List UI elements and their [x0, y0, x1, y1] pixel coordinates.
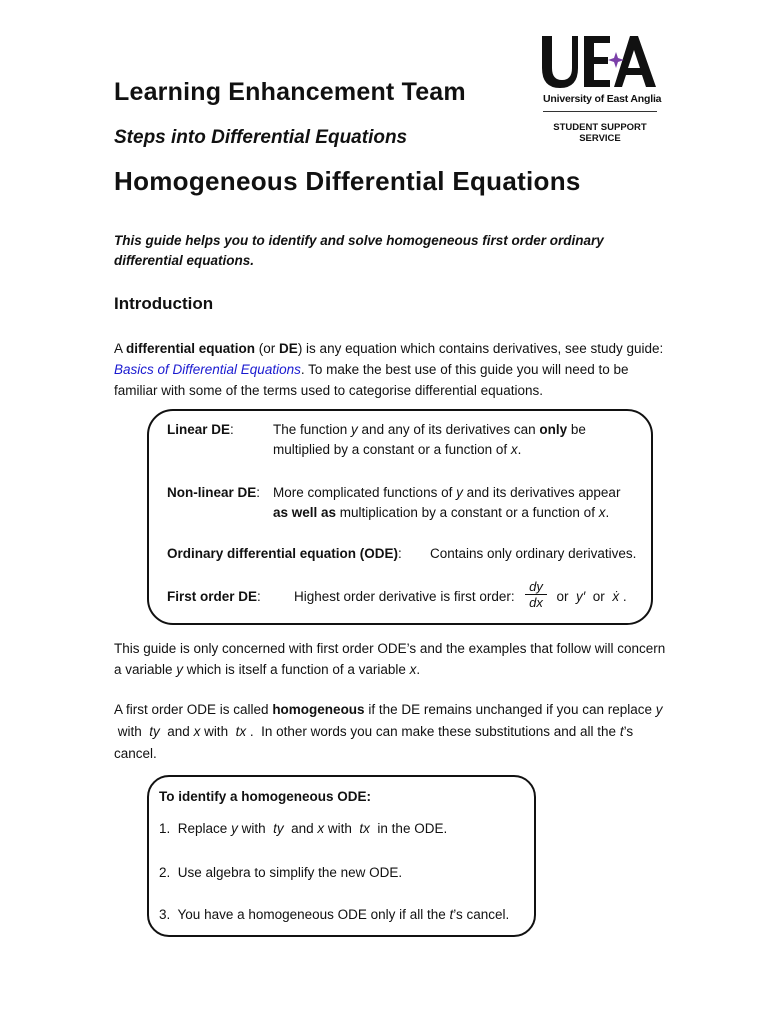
ode-definition: Contains only ordinary derivatives. [430, 546, 637, 561]
nonlinear-de-definition: More complicated functions of y and its derivatives appear as well as multiplication by a constant or a function of x. [273, 485, 621, 520]
linear-de-definition: The function y and any of its derivatives can only be multiplied by a constant or a function of x. [273, 422, 586, 457]
team-name: Learning Enhancement Team [114, 78, 466, 106]
dy-dx-fraction: $\frac{dy}{dx}$ [525, 579, 547, 610]
identify-steps-box [147, 775, 536, 937]
linear-de-label: Linear DE: [167, 422, 234, 437]
definitions-box [147, 409, 653, 625]
page-title: Homogeneous Differential Equations [114, 166, 581, 196]
service-name [545, 122, 655, 144]
introduction-paragraph: A differential equation (or DE) is any equation which contains derivatives, see study guide: Basics of Differential Equations. To make the best use of this guide you will need to be familiar with some of the terms used to categorise differential equations. [114, 341, 664, 398]
introduction-heading: Introduction [114, 294, 214, 313]
logo-divider [543, 111, 657, 112]
service-line-2: SERVICE [579, 133, 621, 144]
step-2: 2. Use algebra to simplify the new ODE. [159, 865, 403, 880]
step-3: 3. You have a homogeneous ODE only if all the t’s cancel. [159, 907, 510, 922]
identify-heading: To identify a homogeneous ODE: [159, 789, 372, 804]
university-name: University of East Anglia [543, 93, 662, 105]
basics-de-link[interactable]: Basics of Differential Equations [114, 362, 301, 377]
homogeneous-definition-paragraph: A first order ODE is called homogeneous if the DE remains unchanged if you can replace y with ty and x with tx . In other words you can make these substitutions and all the t’s cancel. [114, 702, 663, 761]
nonlinear-de-label: Non-linear DE: [167, 485, 261, 500]
first-order-definition: Highest order derivative is first order: [294, 589, 515, 604]
scope-paragraph: This guide is only concerned with first order ODE’s and the examples that follow will concern a variable y which is itself a function of a variable x. [114, 641, 666, 677]
guide-summary: This guide helps you to identify and solve homogeneous first order ordinary differential equations. [114, 233, 604, 268]
series-title: Steps into Differential Equations [114, 127, 408, 148]
first-order-label: First order DE: [167, 589, 261, 604]
first-order-notation: or y′ or ẋ . [549, 589, 627, 604]
service-line-1: STUDENT SUPPORT [553, 122, 647, 133]
step-1: 1. Replace y with ty and x with tx in the ODE. [159, 821, 448, 836]
ode-label: Ordinary differential equation (ODE): [167, 546, 402, 561]
